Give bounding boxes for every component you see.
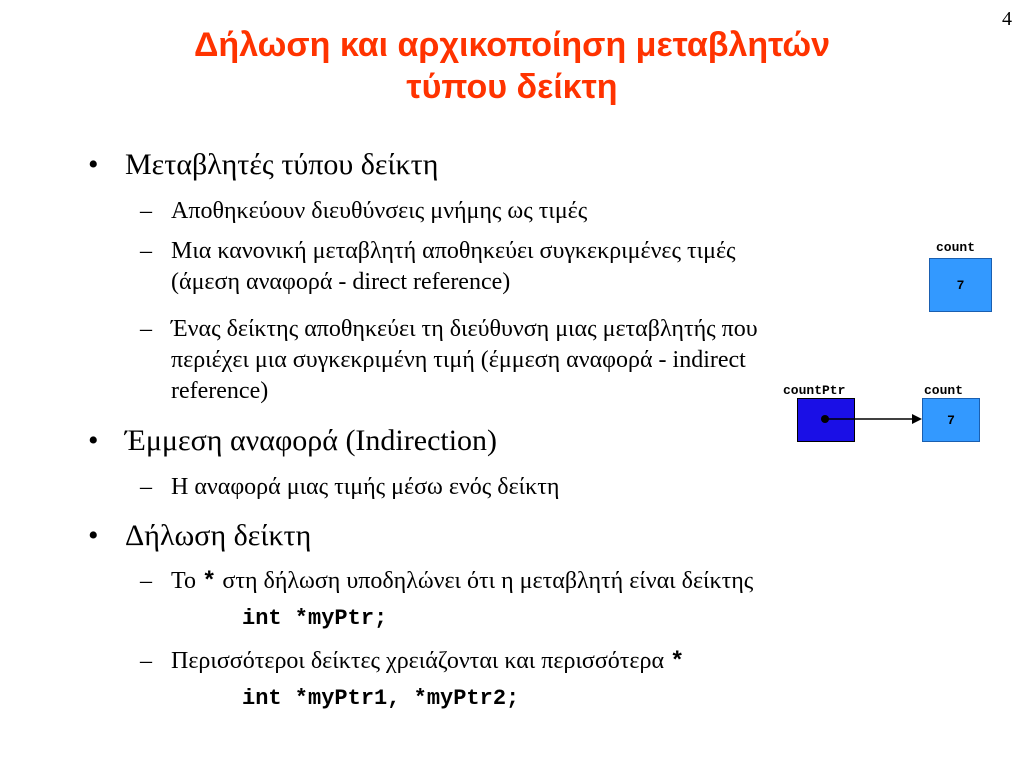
- bullet-text: Μεταβλητές τύπου δείκτη: [125, 148, 439, 181]
- line-2: περιέχει μια συγκεκριμένη τιμή (έμμεση αναφορά - indirect: [171, 347, 746, 373]
- line-1: Ένας δείκτης αποθηκεύει τη διεύθυνση μιας μεταβλητής που: [171, 316, 758, 342]
- line-3: reference): [171, 378, 269, 404]
- text-prefix: Περισσότεροι δείκτες χρειάζονται και περισσότερα: [171, 648, 665, 674]
- sub-bullet-text: Η αναφορά μιας τιμής μέσω ενός δείκτη: [171, 474, 560, 500]
- code-example-single: int *myPtr;: [242, 606, 388, 631]
- bullet-marker: •: [88, 424, 99, 457]
- title-line-1: Δήλωση και αρχικοποίηση μεταβλητών: [193, 26, 831, 64]
- dash-marker: –: [140, 238, 152, 264]
- bullet-text: Δήλωση δείκτη: [125, 519, 312, 552]
- bullet-text: Έμμεση αναφορά (Indirection): [125, 424, 498, 457]
- star-symbol: *: [670, 649, 685, 676]
- dash-marker: –: [140, 316, 152, 342]
- count-label-bottom: count: [924, 383, 964, 398]
- page-number: 4: [1002, 8, 1012, 30]
- code-example-multiple: int *myPtr1, *myPtr2;: [242, 686, 520, 711]
- bullet-marker: •: [88, 519, 99, 552]
- count-ptr-label: countPtr: [783, 383, 846, 398]
- count-label-top: count: [936, 240, 976, 255]
- dash-marker: –: [140, 474, 152, 500]
- dash-marker: –: [140, 568, 152, 594]
- line-2: (άμεση αναφορά - direct reference): [171, 269, 511, 295]
- bullet-marker: •: [88, 148, 99, 181]
- line-1: Μια κανονική μεταβλητή αποθηκεύει συγκεκριμένες τιμές: [171, 238, 736, 264]
- dash-marker: –: [140, 648, 152, 674]
- text-prefix: Το: [171, 568, 197, 594]
- title-line-2: τύπου δείκτη: [406, 68, 618, 106]
- text-suffix: στη δήλωση υποδηλώνει ότι η μεταβλητή είναι δείκτης: [222, 568, 754, 594]
- dash-marker: –: [140, 198, 152, 224]
- star-symbol: *: [202, 569, 217, 596]
- count-box-top: 7: [929, 258, 992, 312]
- arrow-head: [912, 414, 922, 424]
- sub-bullet-text: Αποθηκεύουν διευθύνσεις μνήμης ως τιμές: [171, 198, 588, 224]
- count-box-bottom: 7: [922, 398, 980, 442]
